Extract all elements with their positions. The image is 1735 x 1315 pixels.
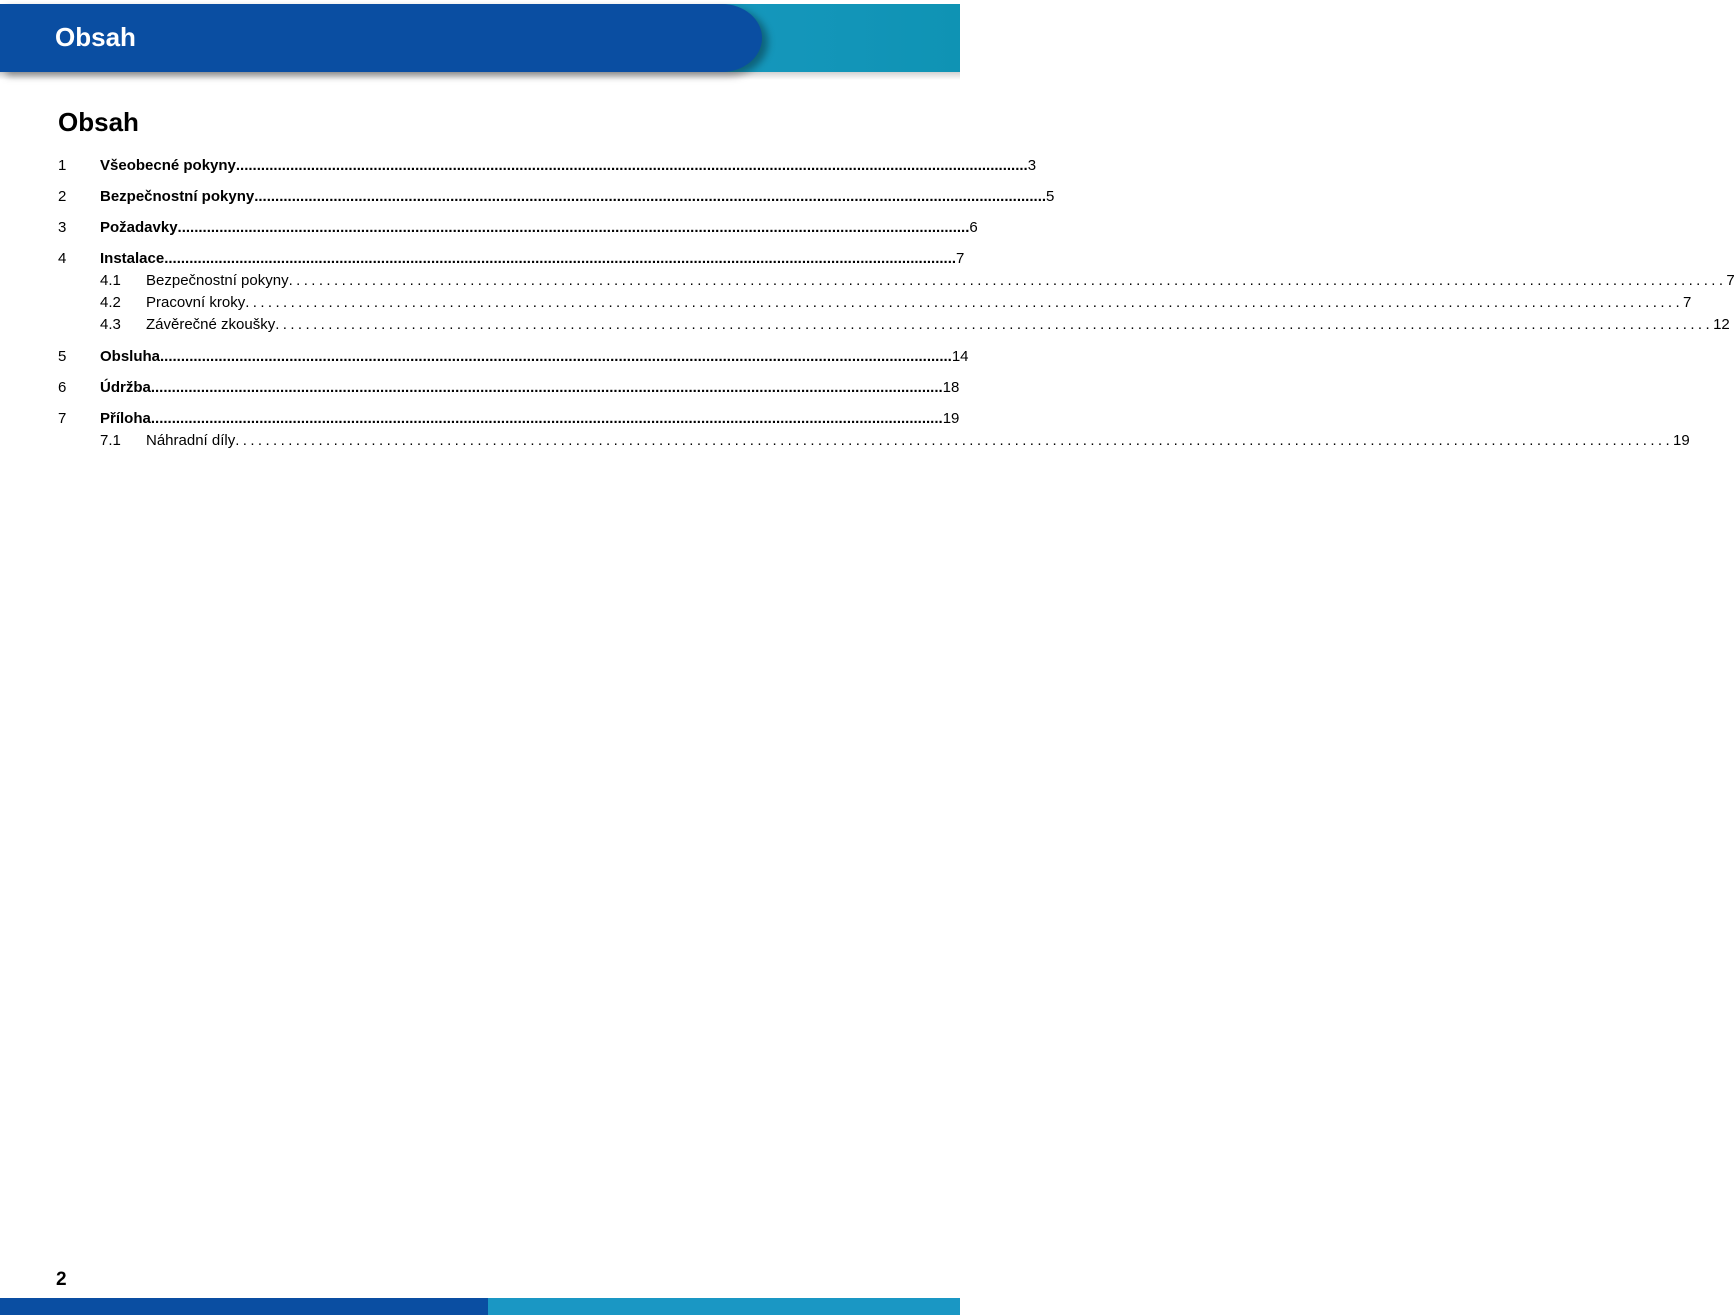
toc-leader-dots: ..............................................................................................................................................................................................	[150, 410, 943, 427]
toc-entry-page: 18	[942, 379, 960, 396]
page-number: 2	[56, 1269, 67, 1290]
toc-leader-dots: ..............................................................................................................................................................................................	[235, 157, 1028, 174]
toc-entry-title: Instalace	[100, 250, 165, 267]
toc-entry-number: 4	[58, 250, 67, 267]
toc-leader-dots: ..............................................................................................................................................................................................	[245, 294, 1684, 311]
toc-entry-number: 5	[58, 348, 67, 365]
toc-entry-title: Pracovní kroky	[146, 294, 246, 311]
toc-entry-page: 7	[1683, 294, 1692, 311]
toc-entry-7-1[interactable]	[0, 431, 1690, 451]
toc-entry-page: 14	[951, 348, 969, 365]
toc-leader-dots: ..............................................................................................................................................................................................	[254, 188, 1047, 205]
toc-entry-1[interactable]	[0, 156, 1037, 176]
toc-entry-number: 1	[58, 157, 67, 174]
header-title: Obsah	[55, 22, 136, 52]
toc-leader-dots: ..............................................................................................................................................................................................	[150, 379, 943, 396]
toc-entry-page: 19	[942, 410, 960, 427]
toc-entry-number: 7.1	[100, 432, 121, 449]
page-header-banner	[0, 0, 960, 80]
toc-entry-page: 7	[956, 250, 965, 267]
toc-entry-title: Obsluha	[100, 348, 161, 365]
toc-entry-3[interactable]	[0, 218, 978, 238]
toc-entry-number: 4.3	[100, 316, 121, 333]
toc-entry-title: Náhradní díly	[146, 432, 236, 449]
toc-leader-dots: ..............................................................................................................................................................................................	[160, 348, 952, 365]
toc-entry-number: 4.2	[100, 294, 121, 311]
toc-entry-number: 3	[58, 219, 67, 236]
toc-entry-page: 5	[1046, 188, 1055, 205]
toc-entry-4-2[interactable]	[0, 293, 1692, 313]
header-shadow	[0, 72, 960, 80]
toc-entry-5[interactable]	[0, 347, 969, 367]
toc-leader-dots: ..............................................................................................................................................................................................	[288, 272, 1727, 289]
toc-entry-title: Závěrečné zkoušky	[146, 316, 276, 333]
toc-entry-page: 19	[1673, 432, 1690, 449]
footer-blue-band	[0, 1298, 488, 1315]
toc-leader-dots: ..............................................................................................................................................................................................	[235, 432, 1674, 449]
toc-entry-title: Příloha	[100, 410, 151, 427]
toc-entry-number: 2	[58, 188, 67, 205]
toc-entry-7[interactable]	[0, 409, 960, 429]
toc-entry-title: Bezpečnostní pokyny	[100, 188, 255, 205]
toc-entry-page: 6	[969, 219, 978, 236]
toc-entry-page: 3	[1027, 157, 1037, 174]
toc-entry-number: 6	[58, 379, 67, 396]
toc-entry-number: 4.1	[100, 272, 121, 289]
footer-teal-band	[488, 1298, 960, 1315]
toc-entry-title: Údržba	[100, 379, 151, 396]
toc-entry-page: 12	[1713, 316, 1730, 333]
toc-entry-title: Všeobecné pokyny	[100, 157, 236, 174]
toc-entry-4-3[interactable]	[0, 315, 1730, 335]
toc-entry-4[interactable]	[0, 249, 965, 269]
toc-entry-4-1[interactable]	[0, 271, 1735, 291]
footer-bar	[0, 1298, 960, 1315]
toc-entry-6[interactable]	[0, 378, 960, 398]
toc-entry-number: 7	[58, 410, 67, 427]
toc-leader-dots: ..............................................................................................................................................................................................	[177, 219, 970, 236]
toc-entry-2[interactable]	[0, 187, 1055, 207]
page-title: Obsah	[58, 107, 139, 137]
toc-entry-title: Požadavky	[100, 219, 178, 236]
toc-leader-dots: ..............................................................................................................................................................................................	[275, 316, 1714, 333]
toc-entry-title: Bezpečnostní pokyny	[146, 272, 289, 289]
toc-leader-dots: ..............................................................................................................................................................................................	[164, 250, 957, 267]
toc-entry-page: 7	[1726, 272, 1735, 289]
